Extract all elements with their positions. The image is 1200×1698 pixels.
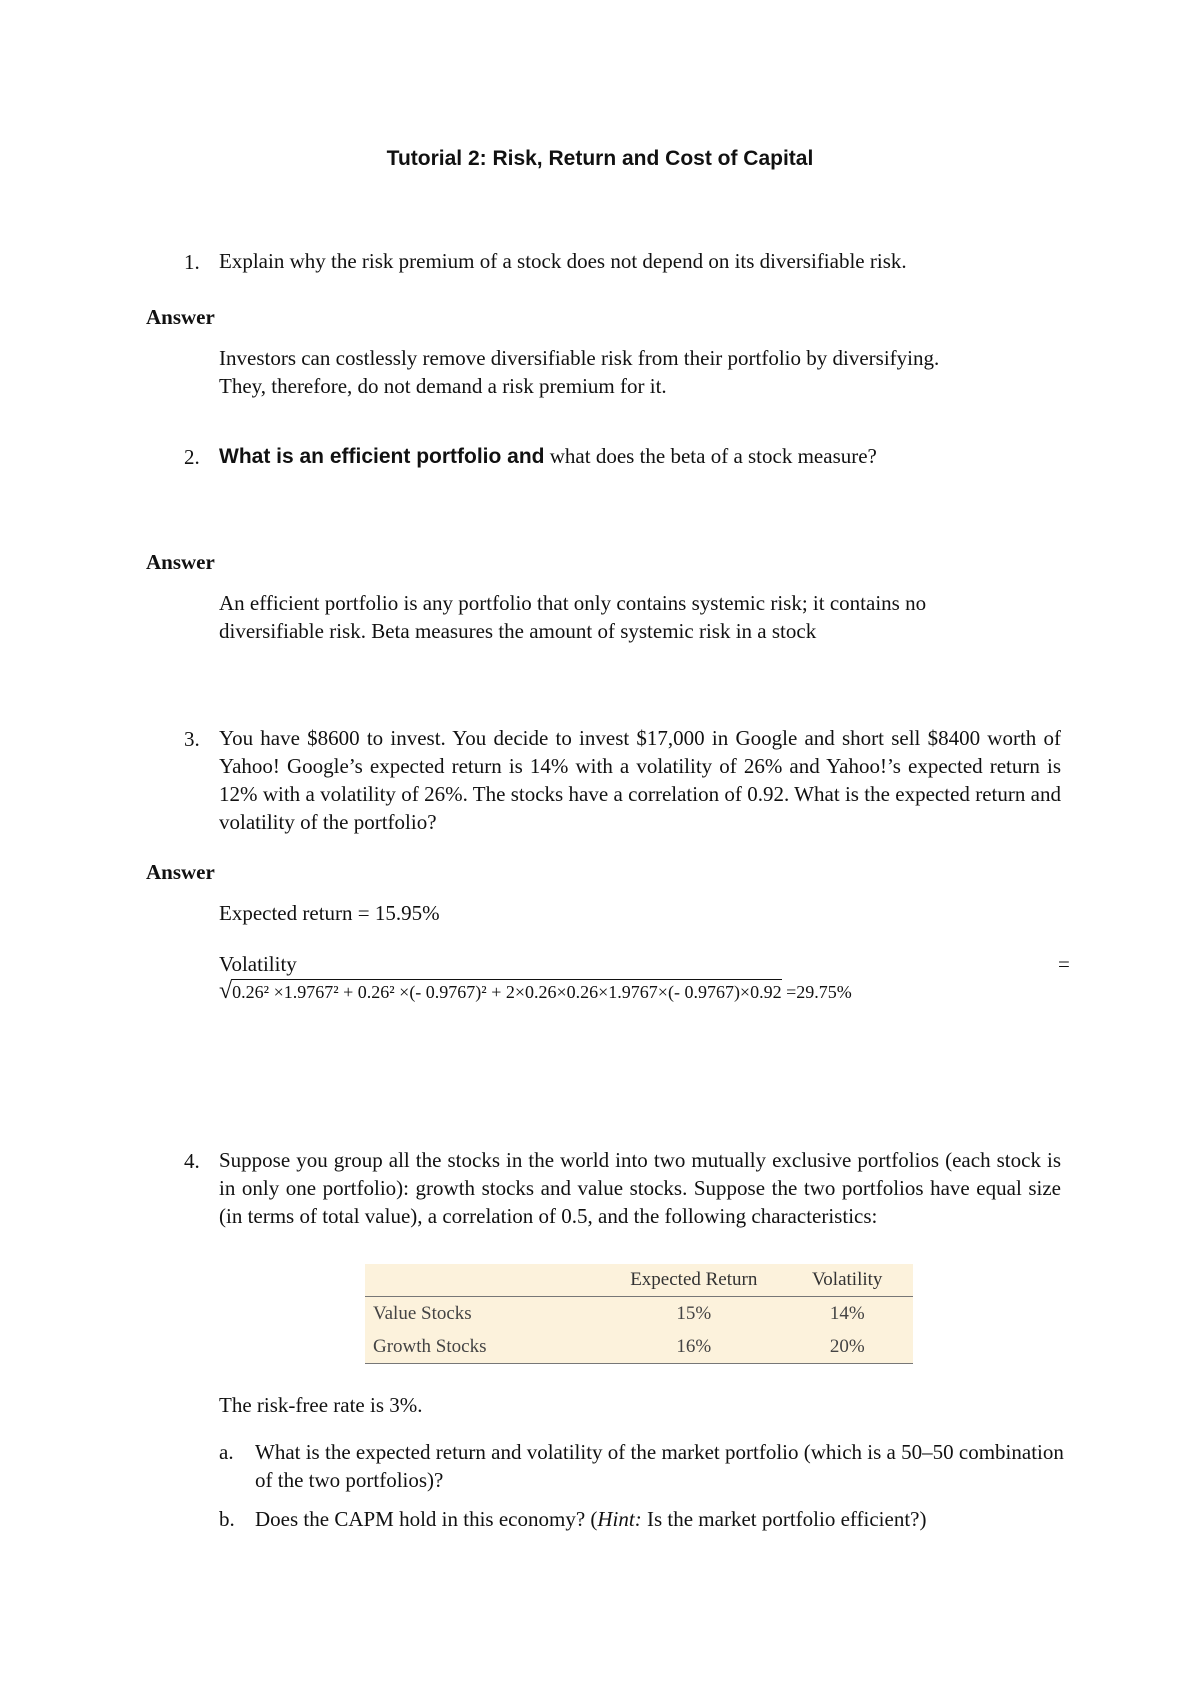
q4a-label: a. bbox=[219, 1440, 234, 1464]
q3-answer-label: Answer bbox=[146, 860, 215, 884]
table-header: Expected Return bbox=[606, 1264, 781, 1297]
q1-answer-line1: Investors can costlessly remove diversifiable risk from their portfolio by diversifying. bbox=[219, 346, 940, 370]
q4b-text-pre: Does the CAPM hold in this economy? ( bbox=[255, 1507, 598, 1531]
q2-answer-line2: diversifiable risk. Beta measures the amount of systemic risk in a stock bbox=[219, 619, 817, 643]
q2-text-rest: what does the beta of a stock measure? bbox=[544, 444, 877, 468]
q3-volatility-label: Volatility bbox=[219, 952, 297, 976]
q1-number: 1. bbox=[184, 250, 200, 274]
q3-text: You have $8600 to invest. You decide to invest $17,000 in Google and short sell $8400 worth of Yahoo! Google’s expected return is 14% with a volatility of 26% and Yahoo!’s expected return is 12% with a volatility of 26%. The stocks have a correlation of 0.92. What is the expected return and volatility of the portfolio? bbox=[219, 726, 1061, 834]
table-row bbox=[365, 1297, 913, 1331]
q2-answer-label: Answer bbox=[146, 550, 215, 574]
q2-answer-line1: An efficient portfolio is any portfolio that only contains systemic risk; it contains no bbox=[219, 591, 927, 615]
characteristics-table bbox=[365, 1264, 913, 1364]
q2-number: 2. bbox=[184, 445, 200, 469]
table-header bbox=[365, 1264, 606, 1297]
table-cell: Growth Stocks bbox=[365, 1330, 606, 1364]
table-cell: 15% bbox=[676, 1302, 712, 1324]
q1-answer-label: Answer bbox=[146, 305, 215, 329]
table-cell: 14% bbox=[829, 1302, 865, 1324]
q4a-text: What is the expected return and volatility of the market portfolio (which is a 50–50 combination of the two portfolios)? bbox=[255, 1440, 1064, 1492]
q4b-label: b. bbox=[219, 1507, 235, 1531]
q3-volatility-formula bbox=[219, 978, 852, 1005]
q1-answer-line2: They, therefore, do not demand a risk premium for it. bbox=[219, 374, 667, 398]
q4b-text-post: Is the market portfolio efficient?) bbox=[641, 1507, 927, 1531]
q4b-text bbox=[255, 1505, 1075, 1533]
q4-risk-free: The risk-free rate is 3%. bbox=[219, 1393, 423, 1417]
q2-text bbox=[219, 442, 1069, 471]
q2-text-bold: What is an efficient portfolio and bbox=[219, 445, 545, 468]
q3-expected-return: Expected return = 15.95% bbox=[219, 901, 440, 925]
q4-number: 4. bbox=[184, 1149, 200, 1173]
formula-result: =29.75% bbox=[781, 982, 852, 1002]
sqrt-icon: √ bbox=[219, 978, 233, 1004]
q4b-hint: Hint: bbox=[597, 1507, 642, 1531]
table-cell: 16% bbox=[606, 1330, 781, 1364]
q1-text: Explain why the risk premium of a stock does not depend on its diversifiable risk. bbox=[219, 249, 907, 273]
table-header: Volatility bbox=[781, 1264, 913, 1297]
table-row bbox=[365, 1330, 913, 1364]
table-cell: 20% bbox=[781, 1330, 913, 1364]
q3-volatility-equals: = bbox=[1058, 952, 1070, 976]
page-title: Tutorial 2: Risk, Return and Cost of Capital bbox=[386, 147, 814, 170]
q4-text: Suppose you group all the stocks in the world into two mutually exclusive portfolios (each stock is in only one portfolio): growth stocks and value stocks. Suppose the two portfolios have equal size (in terms of total value), a correlation of 0.5, and the following characteristics: bbox=[219, 1148, 1061, 1228]
table-header-row bbox=[365, 1264, 913, 1297]
q1-answer bbox=[219, 344, 1099, 400]
q2-answer bbox=[219, 589, 1099, 645]
table-cell: Value Stocks bbox=[373, 1302, 472, 1324]
formula-body: 0.26² ×1.9767² + 0.26² ×(- 0.9767)² + 2×0.26×0.26×1.9767×(- 0.9767)×0.92 bbox=[232, 979, 781, 1002]
q3-number: 3. bbox=[184, 727, 200, 751]
